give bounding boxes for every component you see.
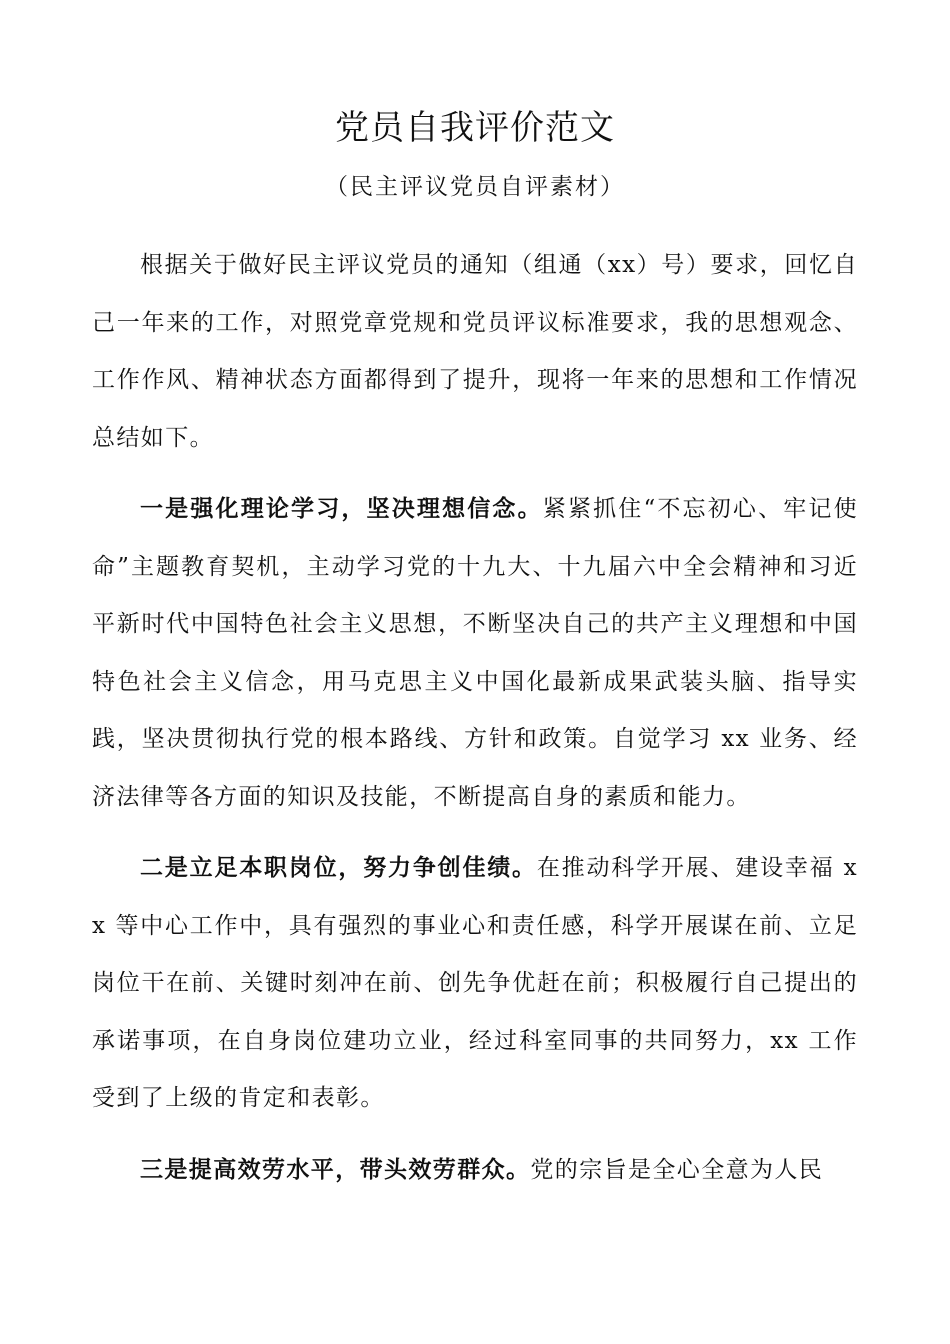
section-body-3: 党的宗旨是全心全意为人民 xyxy=(530,1156,824,1183)
document-subtitle: （民主评议党员自评素材） xyxy=(325,174,625,200)
section-paragraph-2 xyxy=(92,840,858,1128)
section-body-2: 在推动科学开展、建设幸福 xx 等中心工作中，具有强烈的事业心和责任感，科学开展谋在前、立足岗位干在前、关键时刻冲在前、创先争优赶在前；积极履行自己提出的承诺事项，在自身岗位建功立业，经过科室同事的共同努力，xx 工作受到了上级的肯定和表彰。 xyxy=(92,855,858,1111)
section-lead-1: 一是强化理论学习，坚决理想信念。 xyxy=(140,496,543,522)
section-paragraph-3 xyxy=(92,1142,858,1200)
section-lead-2: 二是立足本职岗位，努力争创佳绩。 xyxy=(140,855,537,881)
document-title: 党员自我评价范文 xyxy=(335,108,615,148)
intro-paragraph: 根据关于做好民主评议党员的通知（组通（xx）号）要求，回忆自己一年来的工作，对照党章党规和党员评议标准要求，我的思想观念、工作作风、精神状态方面都得到了提升，现将一年来的思想和工作情况总结如下。 xyxy=(92,252,858,451)
section-paragraph-1 xyxy=(92,481,858,826)
section-lead-3: 三是提高效劳水平，带头效劳群众。 xyxy=(140,1156,531,1183)
section-body-1: 紧紧抓住“不忘初心、牢记使命”主题教育契机，主动学习党的十九大、十九届六中全会精神和习近平新时代中国特色社会主义思想，不断坚决自己的共产主义理想和中国特色社会主义信念，用马克思主义中国化最新成果武装头脑、指导实践，坚决贯彻执行党的根本路线、方针和政策。自觉学习 xx 业务、经济法律等各方面的知识及技能，不断提高自身的素质和能力。 xyxy=(92,496,858,810)
